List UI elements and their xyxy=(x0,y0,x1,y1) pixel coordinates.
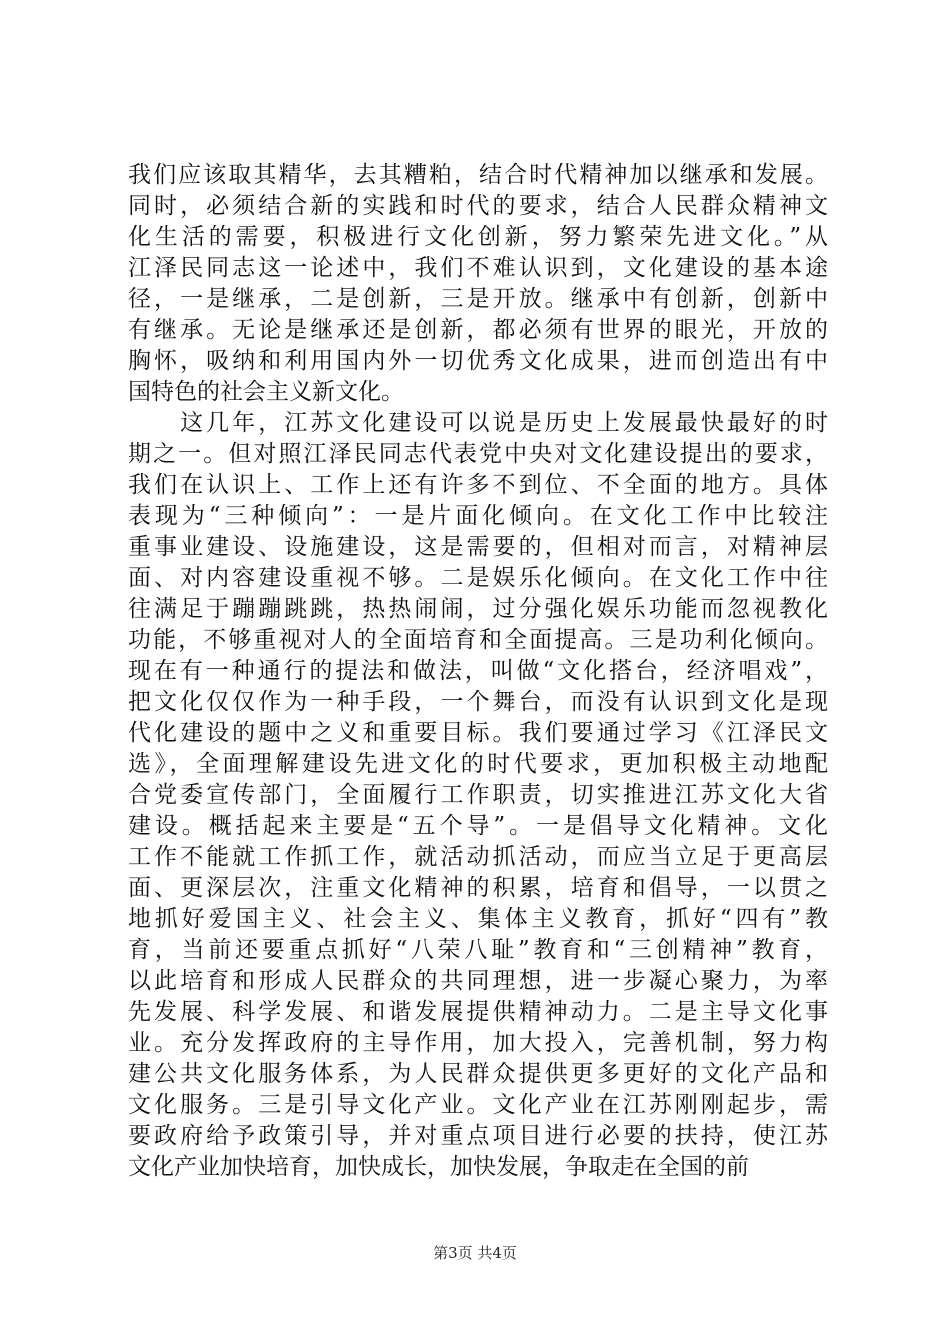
text-line: 建公共文化服务体系，为人民群众提供更多更好的文化产品和 xyxy=(128,1061,828,1087)
text-line: 选》，全面理解建设先进文化的时代要求，更加积极主动地配 xyxy=(128,751,828,777)
text-line: 功能，不够重视对人的全面培育和全面提高。三是功利化倾向。 xyxy=(128,627,828,653)
text-line: 业。充分发挥政府的主导作用，加大投入，完善机制，努力构 xyxy=(128,1030,828,1056)
text-line: 文化服务。三是引导文化产业。文化产业在江苏刚刚起步，需 xyxy=(128,1092,828,1118)
text-line: 期之一。但对照江泽民同志代表党中央对文化建设提出的要求， xyxy=(128,441,828,467)
text-line: 以此培育和形成人民群众的共同理想，进一步凝心聚力，为率 xyxy=(128,968,828,994)
text-line: 我们在认识上、工作上还有许多不到位、不全面的地方。具体 xyxy=(128,472,828,498)
text-line: 把文化仅仅作为一种手段，一个舞台，而没有认识到文化是现 xyxy=(128,689,828,715)
text-line: 工作不能就工作抓工作，就活动抓活动，而应当立足于更高层 xyxy=(128,844,828,870)
text-line: 地抓好爱国主义、社会主义、集体主义教育，抓好“四有”教 xyxy=(128,906,828,932)
text-line: 表现为“三种倾向”：一是片面化倾向。在文化工作中比较注 xyxy=(128,503,828,529)
text-line: 建设。概括起来主要是“五个导”。一是倡导文化精神。文化 xyxy=(128,813,828,839)
text-line: 有继承。无论是继承还是创新，都必须有世界的眼光，开放的 xyxy=(128,317,828,343)
text-line: 胸怀，吸纳和利用国内外一切优秀文化成果，进而创造出有中 xyxy=(128,348,828,374)
text-line: 合党委宣传部门，全面履行工作职责，切实推进江苏文化大省 xyxy=(128,782,828,808)
text-line: 育，当前还要重点抓好“八荣八耻”教育和“三创精神”教育， xyxy=(128,937,828,963)
text-line: 面、更深层次，注重文化精神的积累，培育和倡导，一以贯之 xyxy=(128,875,828,901)
text-line: 化生活的需要，积极进行文化创新，努力繁荣先进文化。”从 xyxy=(128,224,828,250)
text-line: 先发展、科学发展、和谐发展提供精神动力。二是主导文化事 xyxy=(128,999,828,1025)
text-line: 面、对内容建设重视不够。二是娱乐化倾向。在文化工作中往 xyxy=(128,565,828,591)
text-line: 江泽民同志这一论述中，我们不难认识到，文化建设的基本途 xyxy=(128,255,828,281)
body-text xyxy=(128,160,828,1183)
text-line: 要政府给予政策引导，并对重点项目进行必要的扶持，使江苏 xyxy=(128,1123,828,1149)
text-line: 文化产业加快培育，加快成长，加快发展，争取走在全国的前 xyxy=(128,1154,749,1180)
text-line: 同时，必须结合新的实践和时代的要求，结合人民群众精神文 xyxy=(128,193,828,219)
page-footer: 第3页 共4页 xyxy=(433,1244,517,1262)
text-line: 现在有一种通行的提法和做法，叫做“文化搭台，经济唱戏”， xyxy=(128,658,828,684)
text-line: 这几年，江苏文化建设可以说是历史上发展最快最好的时 xyxy=(128,410,828,436)
text-line: 径，一是继承，二是创新，三是开放。继承中有创新，创新中 xyxy=(128,286,828,312)
text-line: 重事业建设、设施建设，这是需要的，但相对而言，对精神层 xyxy=(128,534,828,560)
text-line: 我们应该取其精华，去其糟粕，结合时代精神加以继承和发展。 xyxy=(128,162,828,188)
text-line: 代化建设的题中之义和重要目标。我们要通过学习《江泽民文 xyxy=(128,720,828,746)
text-line: 国特色的社会主义新文化。 xyxy=(128,379,404,405)
text-line: 往满足于蹦蹦跳跳，热热闹闹，过分强化娱乐功能而忽视教化 xyxy=(128,596,828,622)
